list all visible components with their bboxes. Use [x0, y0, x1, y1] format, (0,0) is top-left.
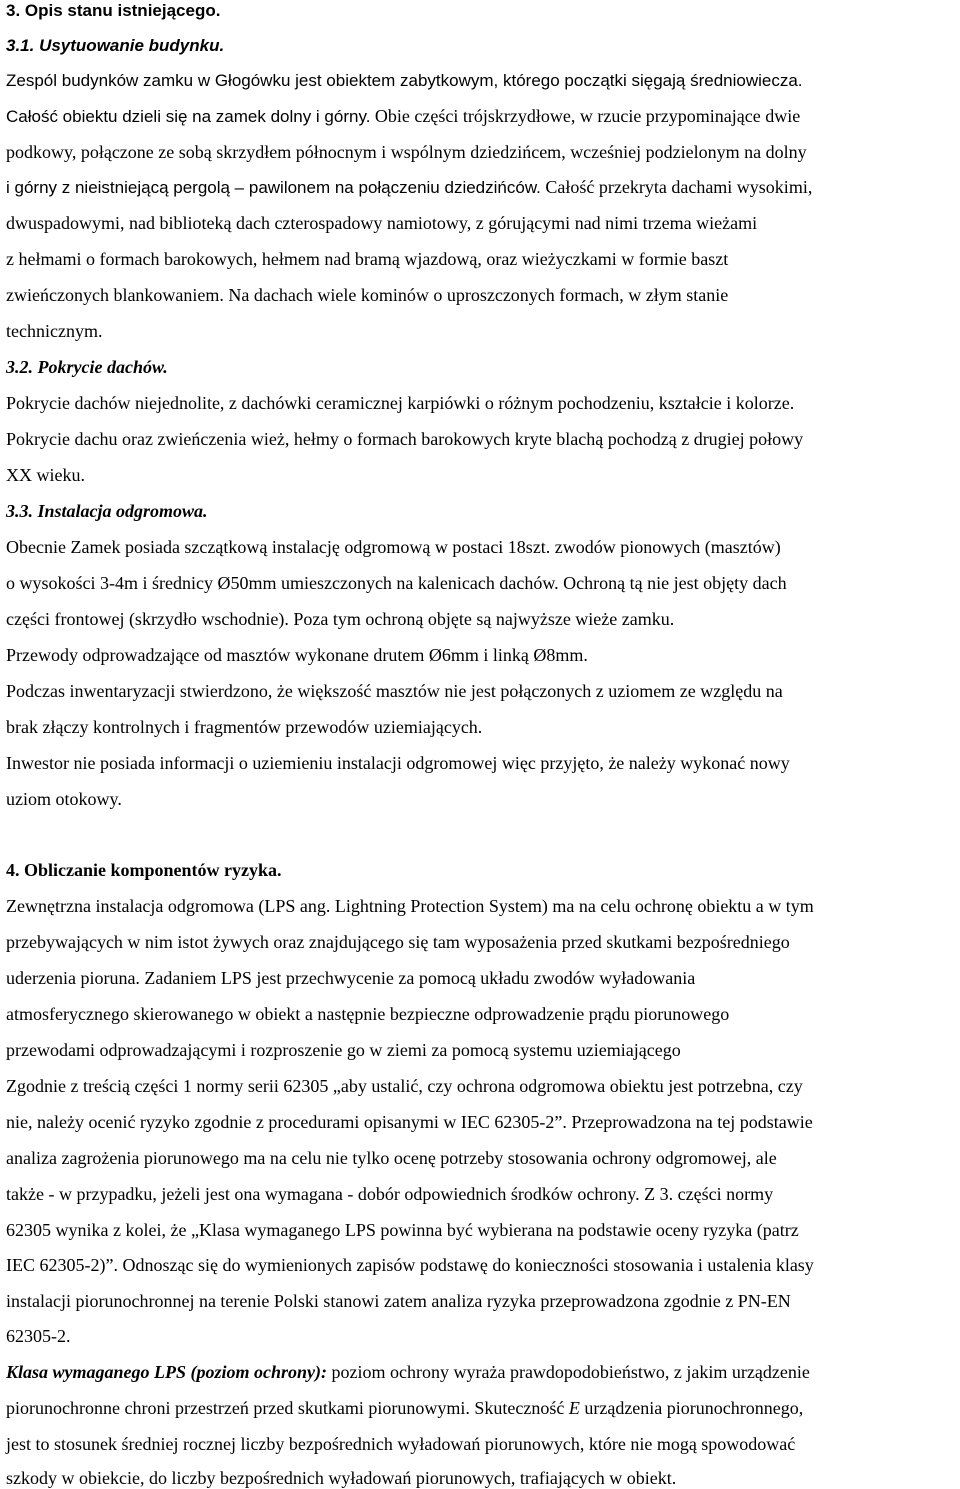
s4-p3-line4: szkody w obiekcie, do liczby bezpośrednich wyładowań piorunowych, trafiających w obiekt. — [6, 1468, 677, 1488]
s3-p2-line1-text: Obie części trójskrzydłowe, w rzucie przypominające dwie — [370, 106, 801, 126]
s3-p3-line1: Pokrycie dachów niejednolite, z dachówki ceramicznej karpiówki o różnym pochodzeniu, kształcie i kolorze. — [6, 393, 795, 413]
s3-p4-line2: o wysokości 3-4m i średnicy Ø50mm umieszczonych na kalenicach dachów. Ochroną tą nie jest objęty dach — [6, 573, 787, 593]
s4-p2-line5: 62305 wynika z kolei, że „Klasa wymaganego LPS powinna być wybierana na podstawie oceny ryzyka (patrz — [6, 1220, 799, 1240]
s3-p7-line1: Inwestor nie posiada informacji o uziemieniu instalacji odgromowej więc przyjęto, że należy wykonać nowy — [6, 753, 790, 773]
s4-p2-line1: Zgodnie z treścią części 1 normy serii 62305 „aby ustalić, czy ochrona odgromowa obiektu jest potrzebna, czy — [6, 1076, 803, 1096]
s3-p2-line2: podkowy, połączone ze sobą skrzydłem północnym i wspólnym dziedzińcem, wcześniej podzielonym na dolny — [6, 142, 807, 162]
s4-p3-line3: jest to stosunek średniej rocznej liczby bezpośrednich wyładowań piorunowych, które nie mogą spowodować — [6, 1434, 796, 1454]
s3-p3-line2: Pokrycie dachu oraz zwieńczenia wież, hełmy o formach barokowych kryte blachą pochodzą z drugiej połowy — [6, 429, 804, 449]
subsection-3-3-heading: 3.3. Instalacja odgromowa. — [6, 501, 208, 521]
s4-p2-line6: IEC 62305-2)”. Odnosząc się do wymienionych zapisów podstawę do konieczności stosowania i ustalenia klasy — [6, 1255, 814, 1275]
s4-p3-line2-end: urządzenia piorunochronnego, — [579, 1398, 804, 1418]
s4-p1-line5: przewodami odprowadzającymi i rozproszenie go w ziemi za pomocą systemu uziemiającego — [6, 1040, 681, 1060]
s4-p3-line1-text: poziom ochrony wyraża prawdopodobieństwo, z jakim urządzenie — [327, 1362, 810, 1382]
s3-p2-line6: zwieńczonych blankowaniem. Na dachach wiele kominów o uproszczonych formach, w złym stanie — [6, 285, 729, 305]
s3-p2-line4: dwuspadowymi, nad biblioteką dach czterospadowy namiotowy, z górującymi nad nimi trzema wieżami — [6, 213, 758, 233]
s4-p2-line7: instalacji piorunochronnej na terenie Polski stanowi zatem analiza ryzyka przeprowadzona zgodnie z PN-EN — [6, 1291, 791, 1311]
s4-p1-line4: atmosferycznego skierowanego w obiekt a następnie bezpieczne odprowadzenie prądu piorunowego — [6, 1004, 730, 1024]
s4-p1-line3: uderzenia pioruna. Zadaniem LPS jest przechwycenie za pomocą układu zwodów wyładowania — [6, 968, 696, 988]
s3-p7-line2: uziom otokowy. — [6, 789, 122, 809]
s3-p3-line3: XX wieku. — [6, 465, 85, 485]
s3-p1-line2 — [6, 105, 800, 128]
s3-p2-line5: z hełmami o formach barokowych, hełmem nad bramą wjazdową, oraz wieżyczkami w formie baszt — [6, 249, 729, 269]
s4-p3-line2 — [6, 1397, 803, 1419]
s3-p2-line3-text: i górny z nieistniejącą pergolą – pawilonem na połączeniu dziedzińców. — [6, 178, 541, 197]
section-3-heading: 3. Opis stanu istniejącego. — [6, 1, 221, 20]
section-4-heading: 4. Obliczanie komponentów ryzyka. — [6, 860, 282, 880]
s3-p2-line3-end: Całość przekryta dachami wysokimi, — [540, 177, 813, 197]
s4-p1-line2: przebywających w nim istot żywych oraz znajdującego się tam wyposażenia przed skutkami bezpośredniego — [6, 932, 790, 952]
lps-class-term: Klasa wymaganego LPS (poziom ochrony): — [6, 1362, 328, 1382]
s3-p6-line1: Podczas inwentaryzacji stwierdzono, że większość masztów nie jest połączonych z uziomem ze względu na — [6, 681, 783, 701]
s4-p2-line4: także - w przypadku, jeżeli jest ona wymagana - dobór odpowiednich środków ochrony. Z 3. części normy — [6, 1184, 774, 1204]
subsection-3-1-heading: 3.1. Usytuowanie budynku. — [6, 36, 225, 55]
s3-p6-line2: brak złączy kontrolnych i fragmentów przewodów uziemiających. — [6, 717, 483, 737]
s3-p1-line2-text: Całość obiektu dzieli się na zamek dolny i górny. — [6, 107, 371, 126]
s3-p2-line7: technicznym. — [6, 321, 103, 341]
subsection-3-2-heading: 3.2. Pokrycie dachów. — [6, 357, 168, 377]
s4-p2-line8: 62305-2. — [6, 1326, 71, 1346]
s4-p3-line1 — [6, 1361, 810, 1383]
s4-p1-line1: Zewnętrzna instalacja odgromowa (LPS ang. Lightning Protection System) ma na celu ochronę obiektu a w tym — [6, 896, 814, 916]
s3-p2-line3 — [6, 176, 812, 199]
s3-p5-line1: Przewody odprowadzające od masztów wykonane drutem Ø6mm i linką Ø8mm. — [6, 645, 588, 665]
s3-p4-line3: części frontowej (skrzydło wschodnie). Poza tym ochroną objęte są najwyższe wieże zamku. — [6, 609, 675, 629]
s4-p3-line2-start: piorunochronne chroni przestrzeń przed skutkami piorunowymi. Skuteczność — [6, 1398, 569, 1418]
s3-p1-line1: Zespól budynków zamku w Głogówku jest obiektem zabytkowym, którego początki sięgają średniowiecza. — [6, 71, 803, 90]
s4-p2-line2: nie, należy ocenić ryzyko zgodnie z procedurami opisanymi w IEC 62305-2”. Przeprowadzona na tej podstawie — [6, 1112, 813, 1132]
s4-p2-line3: analiza zagrożenia piorunowego ma na celu nie tylko ocenę potrzeby stosowania ochrony odgromowej, ale — [6, 1148, 777, 1168]
s3-p4-line1: Obecnie Zamek posiada szczątkową instalację odgromową w postaci 18szt. zwodów pionowych (masztów) — [6, 537, 781, 557]
efficiency-symbol: E — [568, 1398, 580, 1418]
